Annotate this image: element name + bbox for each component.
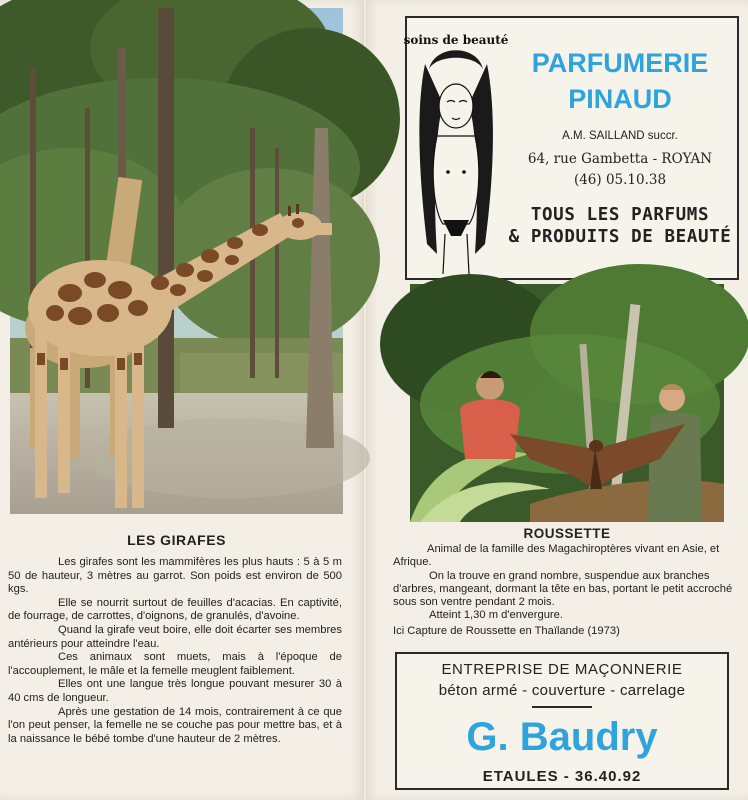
girafes-paragraph: Elle se nourrit surtout de feuilles d'acacias. En captivité, de fourrage, de carrottes, d'oignons, de granulés, d'avoine. — [8, 596, 342, 623]
slogan-line1: TOUS LES PARFUMS — [530, 205, 710, 225]
woman-illustration-icon — [403, 24, 509, 276]
parfumerie-slogan — [503, 204, 737, 248]
roussette-paragraph: Atteint 1,30 m d'envergure. — [429, 609, 563, 622]
baudry-divider — [532, 706, 592, 708]
parfumerie-ad — [405, 16, 739, 280]
baudry-name: G. Baudry — [466, 715, 658, 759]
roussette-title: ROUSSETTE — [523, 526, 611, 541]
slogan-line2: & PRODUITS DE BEAUTÉ — [508, 227, 732, 247]
parfumerie-name-line1: PARFUMERIE — [531, 48, 709, 78]
bat-photo — [410, 284, 724, 522]
baudry-ad — [395, 652, 729, 790]
roussette-text — [393, 543, 737, 638]
girafes-paragraph: Elles ont une langue très longue pouvant mesurer 30 à 40 cms de longueur. — [8, 678, 342, 704]
roussette-caption: Ici Capture de Roussette en Thaïlande (1973) — [393, 624, 620, 637]
roussette-paragraph: On la trouve en grand nombre, suspendue aux branches d'arbres, mangeant, dormant la tête en bas, portant le petit accroché sous son ventre pendant 2 mois. — [393, 569, 733, 609]
baudry-phone: ETAULES - 36.40.92 — [482, 768, 642, 785]
baudry-line1: ENTREPRISE DE MAÇONNERIE — [441, 661, 683, 678]
girafes-paragraph: Les girafes sont les mammifères les plus hauts : 5 à 5 m 50 de hauteur, 3 mètres au garrot. Son poids est environ de 500 kgs. — [8, 556, 342, 596]
girafes-paragraph: Après une gestation de 14 mois, contrairement à ce que l'on peut penser, la femelle ne se couche pas pour mettre bas, et à la naissance le bébé tombe d'une hauteur de 2 mètres. — [8, 705, 342, 745]
parfumerie-address: 64, rue Gambetta - ROYAN — [527, 151, 713, 167]
roussette-paragraph: Animal de la famille des Magachiroptères vivant en Asie, et Afrique. — [393, 543, 720, 569]
parfumerie-name-line2: PINAUD — [568, 84, 672, 114]
baudry-line2: béton armé - couverture - carrelage — [438, 682, 686, 699]
girafes-text — [8, 556, 342, 746]
girafes-title: LES GIRAFES — [127, 532, 226, 548]
parfumerie-successor: A.M. SAILLAND succr. — [562, 130, 678, 142]
badge-line1: soins de beauté — [403, 33, 509, 47]
giraffe-photo — [10, 8, 343, 514]
girafes-paragraph: Ces animaux sont muets, mais à l'époque de l'accouplement, le mâle et la femelle meuglent faiblement. — [8, 651, 342, 677]
girafes-paragraph: Quand la girafe veut boire, elle doit écarter ses membres antérieurs pour atteindre l'eau. — [8, 623, 342, 650]
parfumerie-phone: (46) 05.10.38 — [573, 172, 667, 188]
